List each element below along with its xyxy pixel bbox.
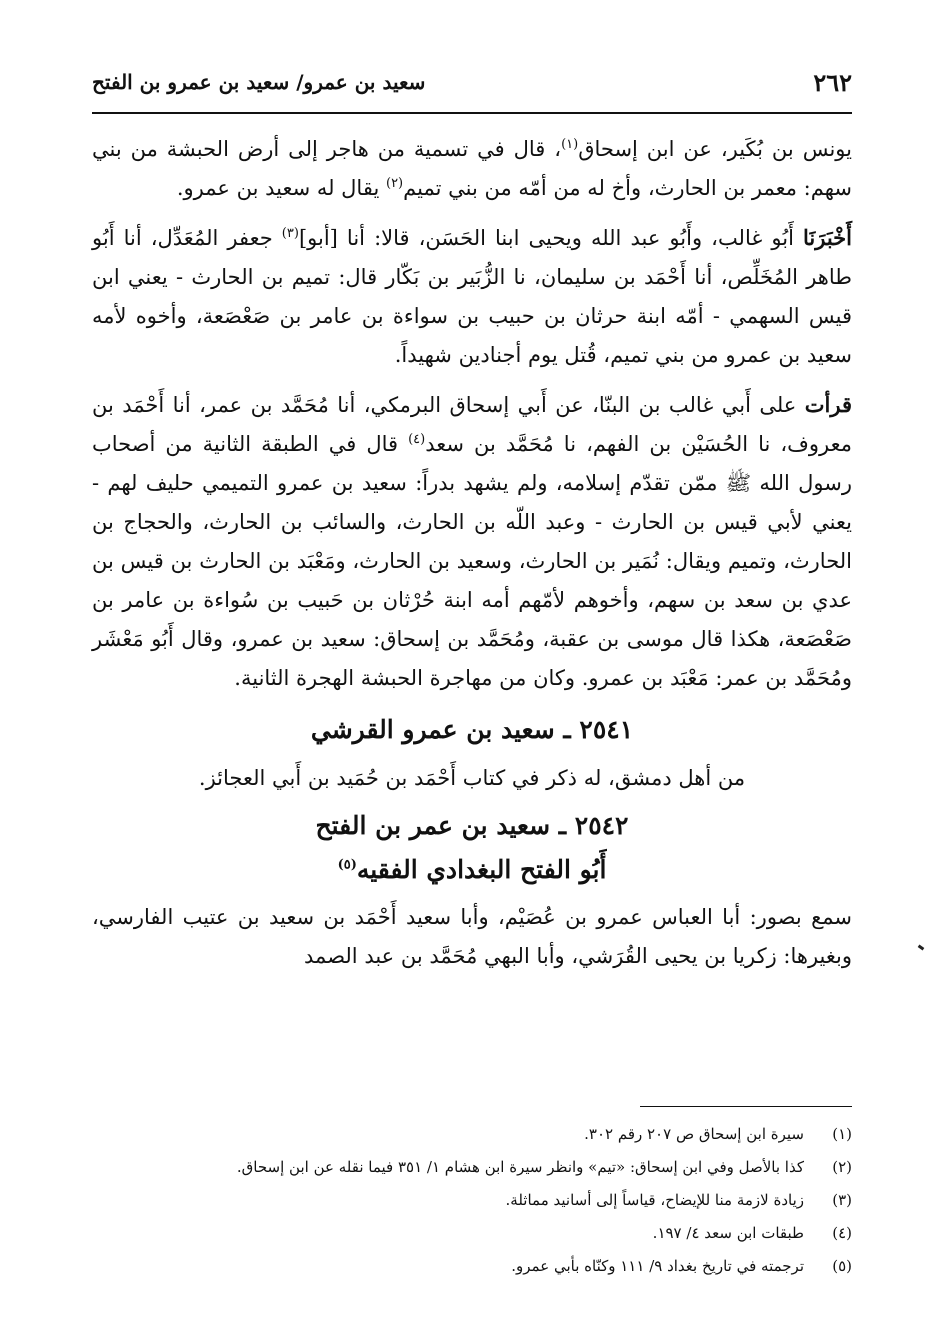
paragraph-text: على أَبي غالب بن البنّا، عن أَبي إسحاق البرمكي، أنا مُحَمَّد بن عمر، أنا أَحْمَد بن معروف، نا الحُسَيْن بن الفهم، نا مُحَمَّد بن سعد [92, 393, 853, 456]
paragraph-3 [92, 385, 852, 698]
footnote-ref-5: (٥) [337, 857, 357, 873]
paragraph-text: يونس بن بُكَير، عن ابن إسحاق [578, 137, 852, 161]
footnote-ref: (١) [561, 137, 579, 152]
page-header [92, 58, 852, 108]
paragraph-closing: سمع بصور: أبا العباس عمرو بن عُصَيْم، وأبا سعيد أَحْمَد بن سعيد بن عتيب الفارسي، وبغيرها: زكريا بن يحيى القُرَشي، وأبا البهي مُحَمَّد بن عبد الصمد [92, 905, 852, 968]
footnote-text: ترجمته في تاريخ بغداد ٩/ ١١١ وكنّاه بأبي عمرو. [511, 1257, 804, 1275]
paragraph-text: قال في الطبقة الثانية من أصحاب رسول الله ﷺ ممّن تقدّم إسلامه، ولم يشهد بدراً: سعيد بن عمرو التميمي حليف لهم - يعني لأبي قيس بن الحارث - وعبد اللّه بن الحارث، والسائب بن الحارث، والحجاج بن الحارث، وتميم ويقال: نُمَير بن الحارث، وسعيد بن الحارث، ومَعْبَد بن الحارث بن قيس بن عدي بن سعد بن سهم، وأخوهم لأمّهم أمه ابنة حُرْثان بن حَبيب بن سُواءة بن عامر بن صَعْصَعة، هكذا قال موسى بن عقبة، ومُحَمَّد بن إسحاق: سعيد بن عمرو، وقال أَبُو مَعْشَر ومُحَمَّد بن عمر: مَعْبَد بن عمرو. وكان من مهاجرة الحبشة الهجرة الثانية. [92, 432, 852, 690]
paragraph-1 [92, 130, 852, 208]
entry-heading-2541: ٢٥٤١ ـ سعيد بن عمرو القرشي [310, 715, 634, 744]
lead-word: قرأت [804, 392, 852, 417]
paragraph-2 [92, 218, 852, 375]
paragraph-text: أَبُو غالب، وأَبُو عبد الله ويحيى ابنا الحَسَن، قالا: أنا [أبو] [298, 226, 804, 250]
entry-description-2541: من أهل دمشق، له ذكر في كتاب أَحْمَد بن حُمَيد بن أَبي العجائز. [198, 766, 746, 790]
footnote-text: كذا بالأصل وفي ابن إسحاق: «تيم» وانظر سيرة ابن هشام ١/ ٣٥١ فيما نقله عن ابن إسحاق. [236, 1158, 804, 1176]
footnote-text: سيرة ابن إسحاق ص ٢٠٧ رقم ٣٠٢. [584, 1125, 804, 1143]
footnote-number: (٥) [832, 1257, 852, 1275]
footnote-number: (١) [832, 1125, 852, 1143]
footnote-number: (٢) [832, 1158, 852, 1176]
running-title: سعيد بن عمرو/ سعيد بن عمرو بن الفتح [92, 70, 426, 94]
entry-heading-2542: ٢٥٤٢ ـ سعيد بن عمر بن الفتح [315, 811, 629, 840]
footnote-ref: (٢) [385, 176, 404, 191]
lead-word: أَخْبَرَنَا [803, 225, 852, 250]
body-text [92, 130, 852, 986]
entry-kunya-text: أَبُو الفتح البغدادي الفقيه [356, 855, 607, 884]
page-number: ٢٦٢ [813, 68, 852, 97]
footnote-number: (٣) [832, 1191, 852, 1209]
footnote-item [92, 1118, 852, 1151]
footnote-number: (٤) [832, 1224, 852, 1242]
paragraph-text: جعفر المُعَدِّل، أنا أَبُو طاهر المُخَلِّص، أنا أَحْمَد بن سليمان، نا الزُّبَير بن بَكّار قال: تميم بن الحارث - يعني ابن قيس السهمي - أمّه ابنة حرثان بن حبيب بن سواءة بن عامر بن صَعْصَعة، وأخوه لأمه سعيد بن عمرو من بني تميم، قُتل يوم أجنادين شهيداً. [92, 226, 852, 367]
entry-kunya-2542 [92, 848, 852, 892]
footnote-ref: (٤) [408, 432, 426, 447]
footnote-text: زيادة لازمة منا للإيضاح، قياساً إلى أسانيد مماثلة. [505, 1191, 804, 1209]
paragraph-text: يقال له سعيد بن عمرو. [176, 176, 386, 200]
footnote-item [92, 1217, 852, 1250]
footnotes [92, 1118, 852, 1283]
footnote-item [92, 1250, 852, 1283]
footnote-rule [640, 1106, 852, 1107]
paragraph-text: ، قال في تسمية من هاجر إلى أرض الحبشة من بني سهم: معمر بن الحارث، وأخ له من أمّه من بني تميم [92, 137, 852, 200]
footnote-text: طبقات ابن سعد ٤/ ١٩٧. [652, 1224, 804, 1242]
footnote-ref: (٣) [281, 226, 299, 241]
footnote-item [92, 1184, 852, 1217]
header-rule [92, 112, 852, 114]
scan-mark [918, 945, 925, 951]
footnote-item [92, 1151, 852, 1184]
